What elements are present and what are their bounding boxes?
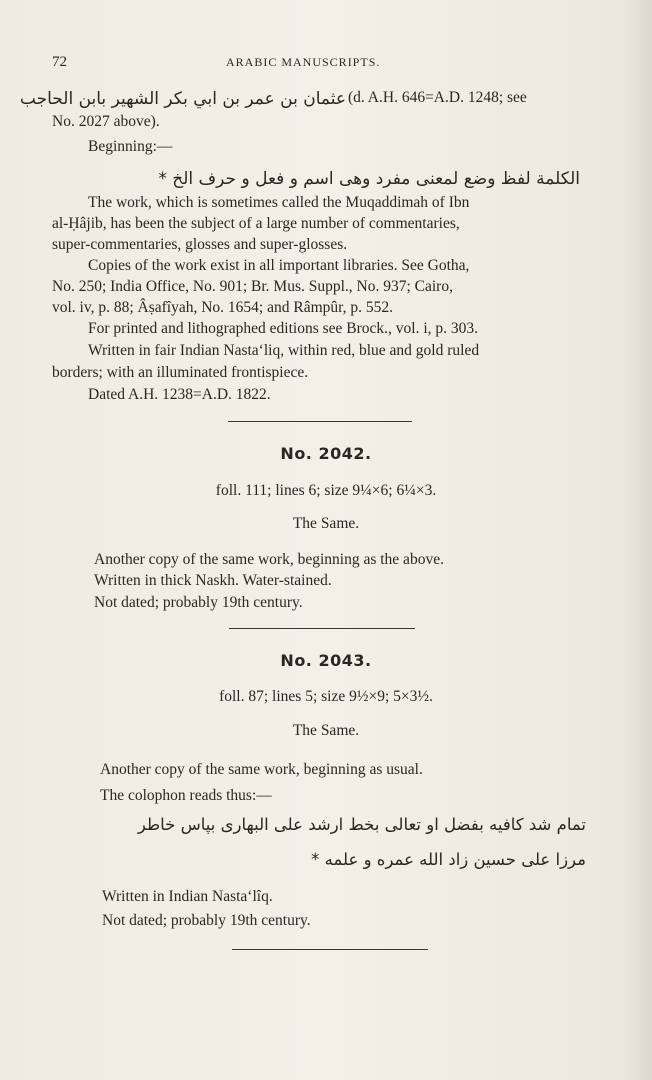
entry-subtitle-2043: The Same. [292, 722, 360, 739]
paragraph-line: For printed and lithographed editions see Brock., vol. i, p. 303. [88, 320, 479, 337]
entry-line: Another copy of the same work, beginning as the above. [94, 551, 444, 568]
entry-line: Written in thick Naskh. Water-stained. [94, 572, 332, 589]
paragraph-line: vol. iv, p. 88; Âṣafîyah, No. 1654; and Râmpûr, p. 552. [52, 299, 394, 316]
entry-line: Not dated; probably 19th century. [102, 912, 311, 929]
dated-line: Dated A.H. 1238=A.D. 1822. [88, 386, 271, 403]
paragraph-line: No. 250; India Office, No. 901; Br. Mus. Suppl., No. 937; Cairo, [52, 278, 453, 295]
beginning-label: Beginning:— [88, 138, 173, 155]
entry-line: The colophon reads thus:— [100, 787, 272, 804]
page-gutter-shadow [624, 0, 652, 1080]
paragraph-line: Copies of the work exist in all important libraries. See Gotha, [88, 257, 470, 274]
entry-line: Another copy of the same work, beginning as usual. [100, 761, 423, 778]
entry-line: Not dated; probably 19th century. [94, 594, 303, 611]
author-dates: (d. A.H. 646=A.D. 1248; see [348, 89, 527, 106]
entry-heading-2042: No. 2042. [280, 444, 372, 463]
colophon-arabic-line: مرزا على حسين زاد الله عمره و علمه * [311, 850, 586, 869]
paragraph-line: The work, which is sometimes called the Muqaddimah of Ibn [88, 194, 470, 211]
paragraph-line: super-commentaries, glosses and super-glosses. [52, 236, 348, 253]
entry-line: Written in Indian Nasta‘lîq. [102, 888, 273, 905]
section-divider [228, 421, 412, 422]
entry-specs-2042: foll. 111; lines 6; size 9¼×6; 6¼×3. [215, 482, 437, 499]
paragraph-line: al-Ḥâjib, has been the subject of a large number of commentaries, [52, 215, 460, 232]
running-title: ARABIC MANUSCRIPTS. [226, 55, 381, 69]
see-reference: No. 2027 above). [52, 113, 160, 130]
entry-heading-2043: No. 2043. [280, 651, 372, 670]
section-divider [232, 949, 428, 950]
section-divider [229, 628, 415, 629]
author-arabic-name: عثمان بن عمر بن ابي بكر الشهير بابن الحاجب [19, 89, 346, 109]
entry-subtitle-2042: The Same. [292, 515, 360, 532]
colophon-arabic-line: تمام شد كافيه بفضل او تعالى بخط ارشد على البهارى بپاس خاطر [137, 815, 586, 834]
beginning-arabic-text: الكلمة لفظ وضع لمعنى مفرد وهى اسم و فعل و حرف الخ * [158, 169, 580, 189]
page-number: 72 [52, 54, 67, 70]
paragraph-line: Written in fair Indian Nasta‘liq, within red, blue and gold ruled [88, 342, 480, 359]
entry-specs-2043: foll. 87; lines 5; size 9½×9; 5×3½. [219, 688, 433, 705]
paragraph-line: borders; with an illuminated frontispiece. [52, 364, 309, 381]
